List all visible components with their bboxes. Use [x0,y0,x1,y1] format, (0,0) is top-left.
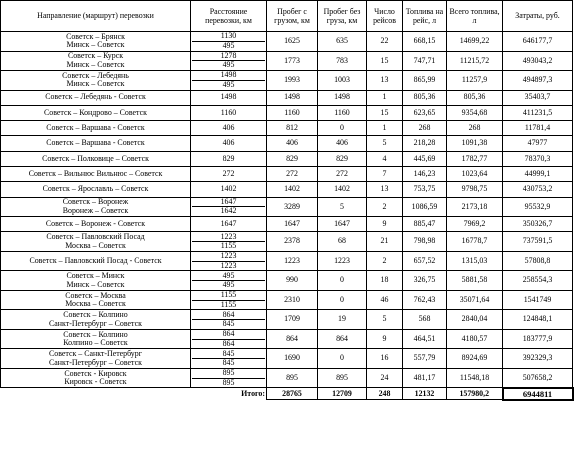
distance-value: 895 [222,377,235,387]
cell-trips: 22 [367,32,403,52]
distance-value: 1155 [220,299,237,309]
cell-cost: 95532,9 [503,197,573,217]
cell-route [1,251,191,271]
distance-value: 1155 [220,241,237,251]
cell-run-empty: 0 [318,349,367,369]
cell-distance [191,105,267,120]
cell-run-empty: 1647 [318,217,367,232]
total-run-empty: 12709 [318,388,367,400]
route-line: Советск – Курск [67,51,124,61]
cell-trips: 15 [367,51,403,71]
cell-fuel-total: 268 [447,121,503,136]
cell-route [1,136,191,151]
route-line: Советск - Кировск [64,368,127,378]
cell-fuel-total: 14699,22 [447,32,503,52]
cell-route [1,90,191,105]
table-row [1,232,573,252]
route-line: Советск – Лебедянь [62,70,129,80]
cell-fuel-per-trip: 668,15 [403,32,447,52]
cell-run-empty: 0 [318,121,367,136]
route-line: Советск – Полковице – Советск [42,153,149,163]
total-cost: 6944811 [503,388,573,400]
cell-fuel-total: 11215,72 [447,51,503,71]
cell-fuel-total: 1091,38 [447,136,503,151]
header-trips: Число рейсов [367,1,403,32]
cell-cost: 1541749 [503,290,573,310]
cell-run-empty: 864 [318,329,367,349]
cell-route [1,105,191,120]
cell-cost: 507658,2 [503,368,573,388]
table-row [1,136,573,151]
cell-cost: 35403,7 [503,90,573,105]
cell-run-empty: 1003 [318,71,367,91]
cell-distance [191,368,267,388]
cell-fuel-per-trip: 747,71 [403,51,447,71]
cell-distance [191,329,267,349]
cell-fuel-total: 1315,03 [447,251,503,271]
cell-route [1,32,191,52]
table-row [1,310,573,330]
cell-fuel-total: 1023,64 [447,166,503,181]
cell-route [1,349,191,369]
table-row [1,290,573,310]
cell-cost: 124848,1 [503,310,573,330]
cell-route [1,232,191,252]
route-line: Кировск - Советск [64,377,127,387]
cell-distance [191,71,267,91]
distance-value: 864 [192,311,265,321]
route-line: Воронеж – Советск [62,205,129,215]
cell-run-loaded: 1773 [267,51,318,71]
cell-run-empty: 1402 [318,182,367,197]
cell-run-loaded: 812 [267,121,318,136]
cell-route [1,51,191,71]
total-run-loaded: 28765 [267,388,318,400]
distance-value: 272 [222,168,235,178]
distance-value: 1498 [220,92,237,102]
cell-run-loaded: 990 [267,271,318,291]
cell-run-loaded: 1625 [267,32,318,52]
cell-fuel-total: 9798,75 [447,182,503,197]
cell-route [1,329,191,349]
distance-value: 1278 [192,52,265,62]
distance-value: 895 [192,369,265,379]
cell-trips: 18 [367,271,403,291]
table-row [1,251,573,271]
table-row [1,121,573,136]
cell-trips: 13 [367,182,403,197]
header-distance: Расстояние перевозки, км [191,1,267,32]
distance-value: 845 [192,350,265,360]
header-run-empty: Пробег без груза, км [318,1,367,32]
cell-trips: 7 [367,166,403,181]
cell-run-empty: 1498 [318,90,367,105]
total-fuel-total: 157980,2 [447,388,503,400]
cell-fuel-per-trip: 623,65 [403,105,447,120]
cell-fuel-per-trip: 657,52 [403,251,447,271]
distance-value: 864 [222,338,235,348]
cell-fuel-per-trip: 557,79 [403,349,447,369]
cell-trips: 2 [367,251,403,271]
cell-cost: 737591,5 [503,232,573,252]
cell-trips: 9 [367,329,403,349]
distance-value: 864 [192,330,265,340]
cell-fuel-per-trip: 268 [403,121,447,136]
header-fuel-per-trip: Топлива на рейс, л [403,1,447,32]
cell-cost: 44999,1 [503,166,573,181]
distance-value: 1155 [192,291,265,301]
cell-fuel-total: 35071,64 [447,290,503,310]
table-row [1,71,573,91]
cell-fuel-total: 11257,9 [447,71,503,91]
cell-cost: 392329,3 [503,349,573,369]
cell-run-loaded: 272 [267,166,318,181]
cell-cost: 183777,9 [503,329,573,349]
cell-run-loaded: 1402 [267,182,318,197]
table-row [1,90,573,105]
cell-run-loaded: 864 [267,329,318,349]
distance-value: 1402 [220,184,237,194]
cell-trips: 13 [367,71,403,91]
header-row [1,1,573,32]
cell-run-empty: 783 [318,51,367,71]
cell-fuel-total: 1782,77 [447,151,503,166]
cell-run-empty: 272 [318,166,367,181]
cell-cost: 430753,2 [503,182,573,197]
table-row [1,368,573,388]
route-line: Минск – Советск [66,40,125,50]
route-line: Советск – Брянск [66,31,125,41]
cell-cost: 646177,7 [503,32,573,52]
cell-fuel-total: 2173,18 [447,197,503,217]
cell-trips: 15 [367,105,403,120]
cell-fuel-per-trip: 568 [403,310,447,330]
cell-route [1,271,191,291]
cell-fuel-total: 5881,58 [447,271,503,291]
cell-run-empty: 635 [318,32,367,52]
cell-fuel-total: 11548,18 [447,368,503,388]
distance-value: 1498 [192,71,265,81]
route-line: Советск – Вильнюс Вильнюс – Советск [28,168,163,178]
cell-route [1,310,191,330]
cell-route [1,217,191,232]
cell-fuel-per-trip: 326,75 [403,271,447,291]
cell-run-empty: 5 [318,197,367,217]
table-row [1,151,573,166]
header-fuel-total: Всего топлива, л [447,1,503,32]
cell-distance [191,217,267,232]
route-line: Советск – Ярославль – Советск [42,184,149,194]
cell-fuel-per-trip: 481,17 [403,368,447,388]
table-row [1,166,573,181]
cell-run-loaded: 829 [267,151,318,166]
cell-run-loaded: 406 [267,136,318,151]
cell-cost: 494897,3 [503,71,573,91]
cell-distance [191,290,267,310]
cell-fuel-per-trip: 146,23 [403,166,447,181]
cell-trips: 21 [367,232,403,252]
cell-fuel-total: 8924,69 [447,349,503,369]
distance-value: 406 [222,122,235,132]
cell-trips: 24 [367,368,403,388]
cell-distance [191,32,267,52]
cell-fuel-per-trip: 464,51 [403,329,447,349]
route-line: Советск – Москва [65,290,126,300]
route-line: Москва – Советск [65,240,126,250]
total-row [1,388,573,400]
cell-run-loaded: 2310 [267,290,318,310]
cell-fuel-per-trip: 865,99 [403,71,447,91]
distance-value: 1647 [192,198,265,208]
cell-run-empty: 68 [318,232,367,252]
cell-fuel-total: 7969,2 [447,217,503,232]
route-line: Минск – Советск [66,79,125,89]
cell-fuel-total: 2840,04 [447,310,503,330]
cell-distance [191,182,267,197]
cell-fuel-total: 9354,68 [447,105,503,120]
route-line: Советск – Лебедянь - Советск [45,92,146,102]
table-row [1,182,573,197]
cell-trips: 4 [367,151,403,166]
route-line: Советск – Колпино [63,329,128,339]
route-line: Советск – Воронеж - Советск [45,218,146,228]
route-line: Санкт-Петербург – Советск [49,318,142,328]
cell-distance [191,197,267,217]
distance-value: 845 [222,358,235,368]
cell-cost: 258554,3 [503,271,573,291]
cell-route [1,71,191,91]
cell-run-loaded: 1498 [267,90,318,105]
cell-trips: 2 [367,197,403,217]
cell-cost: 57808,8 [503,251,573,271]
table-row [1,51,573,71]
distance-value: 1223 [192,252,265,262]
total-fuel-per-trip: 12132 [403,388,447,400]
cell-trips: 1 [367,90,403,105]
total-blank [1,388,191,400]
cell-distance [191,166,267,181]
table-row [1,105,573,120]
cell-cost: 493043,2 [503,51,573,71]
route-line: Советск – Воронеж [62,197,129,207]
cell-route [1,151,191,166]
cell-cost: 11781,4 [503,121,573,136]
header-cost: Затраты, руб. [503,1,573,32]
cell-fuel-total: 16778,7 [447,232,503,252]
cell-run-loaded: 895 [267,368,318,388]
cell-run-empty: 0 [318,271,367,291]
cell-trips: 46 [367,290,403,310]
route-line: Москва – Советск [65,299,126,309]
route-line: Советск – Санкт-Петербург [49,349,142,359]
cell-cost: 47977 [503,136,573,151]
distance-value: 495 [222,280,235,290]
cell-cost: 78370,3 [503,151,573,166]
route-line: Минск – Советск [66,59,125,69]
cell-run-empty: 0 [318,290,367,310]
distance-value: 1642 [220,206,237,216]
table-row [1,271,573,291]
cell-route [1,368,191,388]
route-line: Советск – Павловский Посад [46,232,145,242]
distance-value: 1130 [192,32,265,42]
cell-run-empty: 19 [318,310,367,330]
total-label: Итого: [191,388,267,400]
distance-value: 495 [222,79,235,89]
distance-value: 1223 [220,260,237,270]
cell-run-loaded: 1690 [267,349,318,369]
distance-value: 845 [222,319,235,329]
distance-value: 495 [192,272,265,282]
cell-route [1,166,191,181]
header-run-loaded: Пробег с грузом, км [267,1,318,32]
route-line: Советск – Колпино [63,310,128,320]
cell-distance [191,251,267,271]
cell-distance [191,51,267,71]
distance-value: 829 [222,153,235,163]
route-line: Колпино – Советск [63,338,128,348]
cell-fuel-per-trip: 798,98 [403,232,447,252]
route-line: Советск – Варшава - Советск [46,122,145,132]
route-line: Советск – Павловский Посад - Советск [29,255,162,265]
cell-run-loaded: 2378 [267,232,318,252]
cell-run-loaded: 1160 [267,105,318,120]
cell-fuel-per-trip: 753,75 [403,182,447,197]
cell-distance [191,151,267,166]
cell-run-loaded: 1709 [267,310,318,330]
distance-value: 495 [222,40,235,50]
cell-distance [191,232,267,252]
cell-run-loaded: 1223 [267,251,318,271]
cell-trips: 16 [367,349,403,369]
header-route: Направление (маршрут) перевозки [1,1,191,32]
table-row [1,349,573,369]
table-row [1,329,573,349]
cell-trips: 5 [367,136,403,151]
cell-route [1,290,191,310]
cell-distance [191,121,267,136]
cell-run-loaded: 3289 [267,197,318,217]
cell-distance [191,310,267,330]
cell-route [1,121,191,136]
table-row [1,217,573,232]
cell-trips: 5 [367,310,403,330]
cell-run-empty: 1223 [318,251,367,271]
cell-distance [191,136,267,151]
cell-fuel-total: 805,36 [447,90,503,105]
cell-route [1,182,191,197]
cell-run-loaded: 1993 [267,71,318,91]
route-line: Минск – Советск [66,279,125,289]
cell-fuel-per-trip: 1086,59 [403,197,447,217]
total-trips: 248 [367,388,403,400]
route-line: Советск – Минск [66,271,125,281]
cell-fuel-per-trip: 762,43 [403,290,447,310]
table-row [1,197,573,217]
route-line: Санкт-Петербург – Советск [49,357,142,367]
cell-distance [191,271,267,291]
cell-distance [191,90,267,105]
route-line: Советск – Кондрово – Советск [44,107,147,117]
distance-value: 1647 [220,218,237,228]
cell-run-loaded: 1647 [267,217,318,232]
cell-fuel-per-trip: 445,69 [403,151,447,166]
cell-trips: 1 [367,121,403,136]
cell-route [1,197,191,217]
route-line: Советск – Варшава - Советск [46,138,145,148]
table-body [1,32,573,400]
cell-run-empty: 406 [318,136,367,151]
distance-value: 495 [222,60,235,70]
cell-cost: 350326,7 [503,217,573,232]
cell-run-empty: 895 [318,368,367,388]
cell-cost: 411231,5 [503,105,573,120]
table-row [1,32,573,52]
distance-value: 1223 [192,233,265,243]
distance-value: 1160 [220,107,237,117]
cell-fuel-total: 4180,57 [447,329,503,349]
cell-fuel-per-trip: 885,47 [403,217,447,232]
cell-run-empty: 829 [318,151,367,166]
cell-distance [191,349,267,369]
cell-fuel-per-trip: 218,28 [403,136,447,151]
cell-run-empty: 1160 [318,105,367,120]
cell-trips: 9 [367,217,403,232]
distance-value: 406 [222,138,235,148]
cell-fuel-per-trip: 805,36 [403,90,447,105]
